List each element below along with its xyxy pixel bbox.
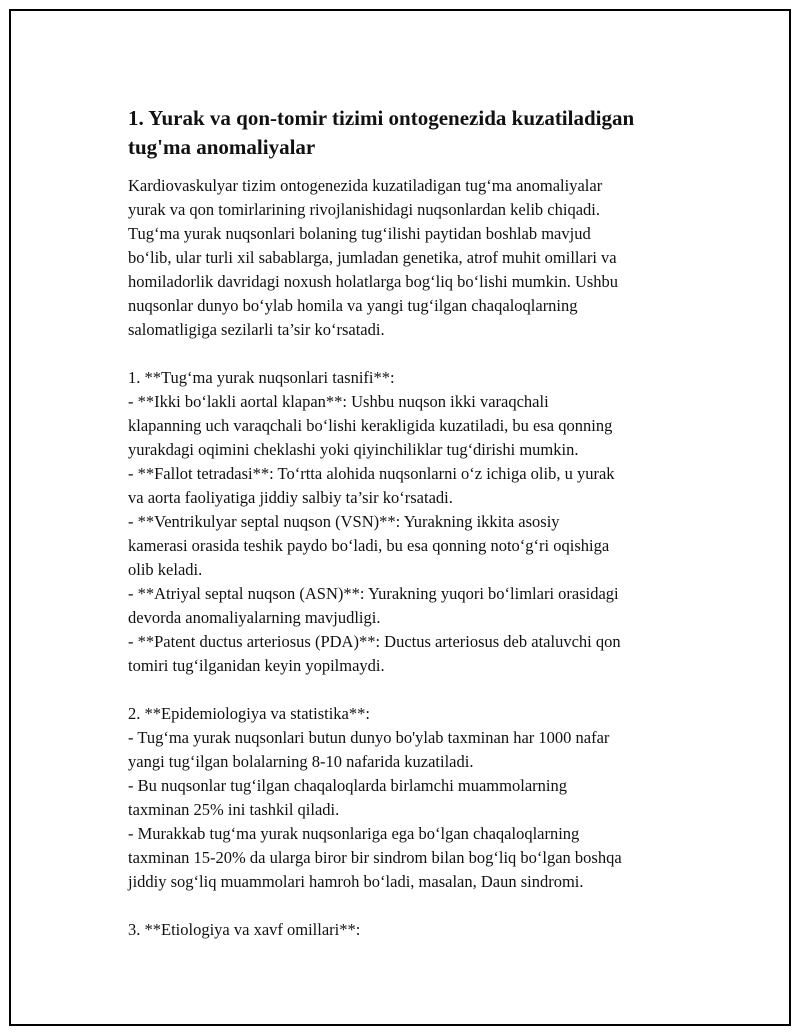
section-classification: 1. **Tug‘ma yurak nuqsonlari tasnifi**: - **Ikki bo‘lakli aortal klapan**: Ushbu nuqson ikki varaqchali klapanning uch varaqchali bo‘lishi kerakligida kuzatiladi, bu esa qonning yurakdagi oqimini cheklashi yoki qiyinchiliklar tug‘dirishi mumkin. - **Fallot tetradasi**: To‘rtta alohida nuqsonlarni o‘z ichiga olib, u yurak va aorta faoliyatiga jiddiy salbiy ta’sir ko‘rsatadi. - **Ventrikulyar septal nuqson (VSN)**: Yurakning ikkita asosiy kamerasi orasida teshik paydo bo‘ladi, bu esa qonning noto‘g‘ri oqishiga olib keladi. - **Atriyal septal nuqson (ASN)**: Yurakning yuqori bo‘limlari orasidagi devorda anomaliyalarning mavjudligi. - **Patent ductus arteriosus (PDA)**: Ductus arteriosus deb ataluvchi qon tomiri tug‘ilganidan keyin yopilmaydi.	[128, 368, 621, 675]
document-body	[128, 104, 703, 942]
spacer	[128, 678, 703, 702]
spacer	[128, 342, 703, 366]
section-etiology: 3. **Etiologiya va xavf omillari**:	[128, 920, 361, 939]
intro-paragraph: Kardiovaskulyar tizim ontogenezida kuzatiladigan tug‘ma anomaliyalar yurak va qon tomirlarining rivojlanishidagi nuqsonlardan kelib chiqadi. Tug‘ma yurak nuqsonlari bolaning tug‘ilishi paytidan boshlab mavjud bo‘lib, ular turli xil sabablarga, jumladan genetika, atrof muhit omillari va homiladorlik davridagi noxush holatlarga bog‘liq bo‘lishi mumkin. Ushbu nuqsonlar dunyo bo‘ylab homila va yangi tug‘ilgan chaqaloqlarning salomatligiga sezilarli ta’sir ko‘rsatadi.	[128, 176, 619, 339]
document-title: 1. Yurak va qon-tomir tizimi ontogenezida kuzatiladigan tug'ma anomaliyalar	[128, 106, 635, 159]
section-epidemiology: 2. **Epidemiologiya va statistika**: - Tug‘ma yurak nuqsonlari butun dunyo bo'ylab taxminan har 1000 nafar yangi tug‘ilgan bolalarning 8-10 nafarida kuzatiladi. - Bu nuqsonlar tug‘ilgan chaqaloqlarda birlamchi muammolarning taxminan 25% ini tashkil qiladi. - Murakkab tug‘ma yurak nuqsonlariga ega bo‘lgan chaqaloqlarning taxminan 15-20% da ularga biror bir sindrom bilan bog‘liq bo‘lgan boshqa jiddiy sog‘liq muammolari hamroh bo‘ladi, masalan, Daun sindromi.	[128, 704, 622, 891]
spacer	[128, 894, 703, 918]
page-frame	[9, 9, 791, 1026]
